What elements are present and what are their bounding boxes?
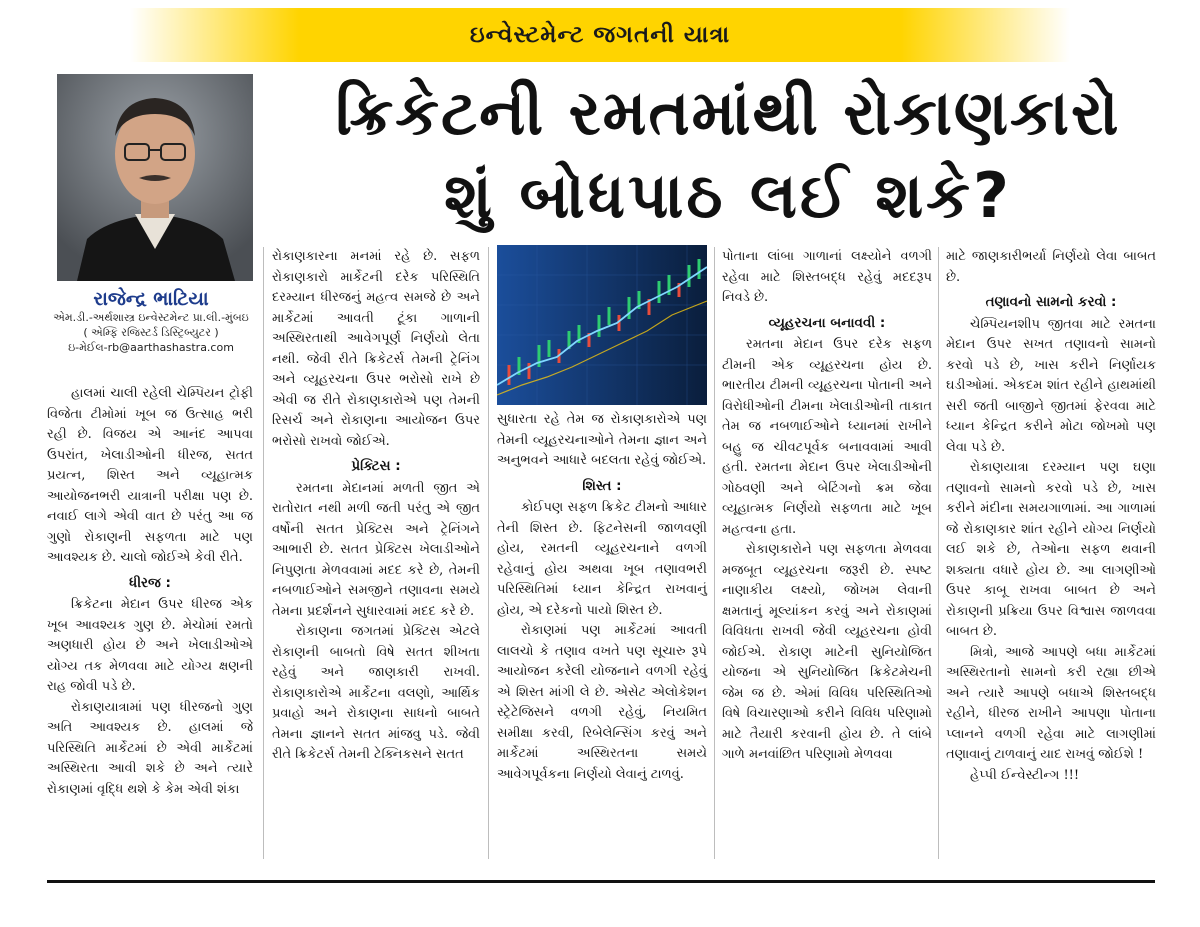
- paragraph: રોકાણયાત્રા દરમ્યાન પણ ઘણા તણાવનો સામનો કરવો પડે છે, ખાસ કરીને મંદીના સમયગાળામાં. આ ગાળામાં જે રોકાણકાર શાંત રહીને યોગ્ય નિર્ણયો લઈ શકે છે, તેઓના સફળ થવાની શક્યતા વધારે હોય છે. આ લાગણીઓ ઉપર કાબૂ રાખવા બાબત છે અને રોકાણની પ્રક્રિયા ઉપર વિશ્વાસ જાળવવા બાબત છે.: [946, 460, 1156, 639]
- author-info: [48, 288, 254, 355]
- headline-line-2: શું બોધપાઠ લઈ શકે?: [444, 159, 1012, 232]
- paragraph: ચેમ્પિયનશીપ જીતવા માટે રમતના મેદાન ઉપર સખત તણાવનો સામનો કરવો પડે છે, ખાસ કરીને નિર્ણાયક ઘડીઓમાં. એકદમ શાંત રહીને હાથમાંથી સરી જતી બાજીને જીતમાં ફેરવવા માટે ધ્યાન કેન્દ્રિત કરીને મોટા જોખમો પણ લેવા પડે છે.: [946, 316, 1156, 455]
- paragraph: કોઈપણ સફળ ક્રિકેટ ટીમનો આધાર તેની શિસ્ત છે. ફિટનેસની જાળવણી હોય, રમતની વ્યૂહરચનાને વળગી રહેવાનું હોય અથવા ખૂબ તણાવભરી પરિસ્થિતિમાં ધ્યાન કેન્દ્રિત રાખવાનું હોય, એ દરેકનો પાયો શિસ્ત છે.: [497, 500, 707, 618]
- paragraph: પોતાના લાંબા ગાળાનાં લક્ષ્યોને વળગી રહેવા માટે શિસ્તબદ્ધ રહેવું મદદરૂપ નિવડે છે.: [722, 249, 932, 305]
- section-heading-patience: ધીરજ :: [129, 574, 171, 591]
- stock-market-chart-image: [497, 245, 707, 405]
- section-banner-title: ઇન્વેસ્ટમેન્ટ જગતની યાત્રા: [469, 22, 731, 48]
- paragraph: રોકાણકારના મનમાં રહે છે. સફળ રોકાણકારો માર્કેટની દરેક પરિસ્થિતિ દરમ્યાન ધીરજનું મહત્વ સમજે છે અને માર્કેટમાં આવતી ટૂંકા ગાળાની અસ્થિરતાથી આવેગપૂર્ણ નિર્ણયો લેતા નથી. જેવી રીતે ક્રિકેટર્સ તેમની ટ્રેનિંગ અને વ્યૂહરચના ઉપર ભરોસો રાખે છે એવી જ રીતે રોકાણકારોએ પણ તેમની રિસર્ચ અને રોકાણના આયોજન ઉપર ભરોસો રાખવો જોઈએ.: [272, 249, 480, 449]
- column-divider: [938, 247, 939, 859]
- paragraph: રોકાણયાત્રામાં પણ ધીરજનો ગુણ અતિ આવશ્યક છે. હાલમાં જે પરિસ્થિતિ માર્કેટમાં છે એવી માર્કેટમાં અસ્થિરતા આવી શકે છે અને ત્યારે રોકાણમાં વૃદ્ધિ થશે કે કેમ એવી શંકા: [47, 699, 253, 797]
- column-divider: [263, 247, 264, 859]
- paragraph: ક્રિકેટના મેદાન ઉપર ધીરજ એક ખૂબ આવશ્યક ગુણ છે. મેચોમાં રમતો અણધારી હોય છે અને ખેલાડીઓએ યોગ્ય તક મેળવવા માટે યોગ્ય ક્ષણની રાહ જોવી પડે છે.: [47, 597, 253, 694]
- paragraph: રમતના મેદાન ઉપર દરેક સફળ ટીમની એક વ્યૂહરચના હોય છે. ભારતીય ટીમની વ્યૂહરચના પોતાની અને વિરોધીઓની ટીમના ખેલાડીઓની તાકાત તેમ જ નબળાઈઓને ધ્યાનમાં રાખીને બહુ જ ચીવટપૂર્વક બનાવવામાં આવી હતી. રમતના મેદાન ઉપર ખેલાડીઓની ગોઠવણી અને બેટિંગનો ક્રમ જેવા વ્યૂહાત્મક નિર્ણયો સફળતા માટે ખૂબ મહત્વના હતા.: [722, 337, 932, 537]
- article-column-2: [272, 247, 480, 766]
- author-photo: [57, 74, 253, 281]
- section-heading-discipline: શિસ્ત :: [582, 477, 622, 494]
- paragraph: રોકાણકારોને પણ સફળતા મેળવવા મજબૂત વ્યૂહરચના જરૂરી છે. સ્પષ્ટ નાણાકીય લક્ષ્યો, જોખમ લેવાની ક્ષમતાનું મૂલ્યાંકન કરવું અને રોકાણમાં વિવિધતા રાખવી જેવી વ્યૂહરચના હોવી જોઈએ. રોકાણ માટેની સુનિયોજિત યોજના એ સુનિયોજિત ક્રિકેટમેચની જેમ જ છે. એમાં વિવિધ પરિસ્થિતિઓ વિષે વિચારણાઓ કરીને વિવિધ પરિણામો માટે તૈયારી કરવાની હોય છે. તે લાંબે ગાળે મનવાંછિત પરિણામો મેળવવા: [722, 542, 932, 762]
- author-registration: ( એમ્ફિ રજિસ્ટર્ડ ડિસ્ટ્રિબ્યુટર ): [83, 326, 219, 339]
- author-email: ઇ-મેઈલ-rb@aarthashastra.com: [68, 341, 234, 354]
- section-heading-strategy: વ્યૂહરચના બનાવવી :: [768, 314, 886, 331]
- bottom-rule: [47, 880, 1155, 883]
- paragraph: માટે જાણકારીભર્યા નિર્ણયો લેવા બાબત છે.: [946, 249, 1156, 285]
- article-column-5: [946, 247, 1156, 786]
- column-divider: [488, 247, 489, 859]
- author-name: રાજેન્દ્ર ભાટિયા: [93, 288, 209, 310]
- article-column-1: [47, 384, 253, 800]
- stock-chart-graphic: [497, 245, 707, 405]
- paragraph: સુધારતા રહે તેમ જ રોકાણકારોએ પણ તેમની વ્યૂહરચનાઓને તેમના જ્ઞાન અને અનુભવને આધારે બદલતા રહેવું જોઈએ.: [497, 412, 707, 468]
- author-portrait-image: [57, 74, 253, 281]
- author-designation: એમ.ડી.-અર્થશાસ્ત્ર ઇન્વેસ્ટમેન્ટ પ્રા.લી.-મુંબઇ: [53, 311, 249, 324]
- paragraph: રમતના મેદાનમાં મળતી જીત એ રાતોરાત નથી મળી જતી પરંતુ એ જીત વર્ષોની સતત પ્રેક્ટિસ અને ટ્રેનિંગને આભારી છે. સતત પ્રેક્ટિસ ખેલાડીઓને નિપુણતા મેળવવામાં મદદ કરે છે, તેમની નબળાઈઓને સમજીને તણાવના સમયે તેમના પ્રદર્શનને સુધારવામાં મદદ કરે છે.: [272, 480, 480, 619]
- paragraph: રોકાણમાં પણ માર્કેટમાં આવતી લાલચો કે તણાવ વખતે પણ સૂચારુ રૂપે આયોજન કરેલી યોજનાને વળગી રહેવું એ શિસ્ત માંગી લે છે. એસેટ એલોકેશન સ્ટ્રેટેજિસને વળગી રહેવું, નિયમિત સમીક્ષા કરવી, રિબેલેન્સિંગ કરવું અને માર્કેટમાં અસ્થિરતના સમયે આવેગપૂર્વકના નિર્ણયો લેવાનું ટાળવું.: [497, 623, 707, 782]
- paragraph: હાલમાં ચાલી રહેલી ચેમ્પિયન ટ્રોફી વિજેતા ટીમોમાં ખૂબ જ ઉત્સાહ ભરી રહી છે. વિજય એ આનંદ આપવા ઉપરાંત, ખેલાડીઓની ધીરજ, સતત પ્રયત્ન, શિસ્ત અને વ્યૂહાત્મક આયોજનભરી યાત્રાની પરીક્ષા પણ છે. નવાઈ લાગે એવી વાત છે પરંતુ આ જ ગુણો રોકાણની સફળતા માટે પણ આવશ્યક છે. ચાલો જોઈએ કેવી રીતે.: [47, 386, 253, 565]
- section-banner: [130, 8, 1070, 62]
- headline-line-1: ક્રિકેટની રમતમાંથી રોકાણકારો: [335, 76, 1121, 149]
- article-headline: [268, 70, 1188, 236]
- paragraph: રોકાણના જગતમાં પ્રેક્ટિસ એટલે રોકાણની બાબતો વિષે સતત શીખતા રહેવું અને જાણકારી રાખવી. રોકાણકારોએ માર્કેટના વલણો, આર્થિક પ્રવાહો અને રોકાણના સાધનો બાબતે તેમના જ્ઞાનને સતત માંજવુ પડે. જેવી રીતે ક્રિકેટર્સ તેમની ટેક્નિકસને સતત: [272, 624, 480, 762]
- paragraph: મિત્રો, આજે આપણે બધા માર્કેટમાં અસ્થિરતાનો સામનો કરી રહ્યા છીએ અને ત્યારે આપણે બધાએ શિસ્તબદ્ધ રહીને, ધીરજ રાખીને આપણા પોતાના પ્લાનને વળગી રહેવા માટે લાગણીમાં તણાવાનું ટાળવાનું યાદ રાખવું જોઈશે !: [946, 644, 1156, 762]
- section-heading-handling-stress: તણાવનો સામનો કરવો :: [985, 294, 1117, 310]
- column-divider: [714, 247, 715, 859]
- article-column-4: [722, 247, 932, 766]
- sign-off: હેપ્પી ઈન્વેસ્ટીન્ગ !!!: [970, 767, 1080, 783]
- article-column-3: [497, 410, 707, 785]
- section-heading-practice: પ્રેક્ટિસ :: [351, 458, 401, 474]
